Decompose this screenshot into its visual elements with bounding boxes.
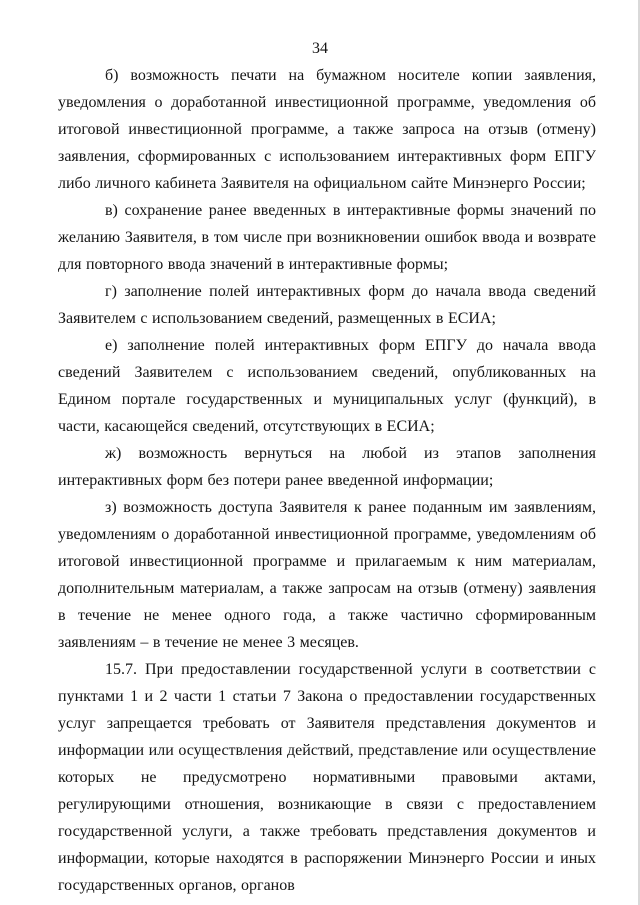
paragraph-b: б) возможность печати на бумажном носителе копии заявления, уведомления о доработанной инвестиционной программе, уведомления об итоговой инвестиционной программе, а также запроса на отзыв (отмену) заявления, сформированных с использованием интерактивных форм ЕПГУ либо личного кабинета Заявителя на официальном сайте Минэнерго России; — [58, 67, 596, 192]
paragraph-zh: ж) возможность вернуться на любой из этапов заполнения интерактивных форм без потери ранее введенной информации; — [58, 445, 596, 489]
paragraph-v: в) сохранение ранее введенных в интерактивные формы значений по желанию Заявителя, в том числе при возникновении ошибок ввода и возврате для повторного ввода значений в интерактивные формы; — [58, 202, 596, 273]
paragraph-z: з) возможность доступа Заявителя к ранее поданным им заявлениям, уведомлениям о доработанной инвестиционной программе, уведомлениям об итоговой инвестиционной программе и прилагаемым к ним материалам, дополнительным материалам, а также запросам на отзыв (отмену) заявления в течение не менее одного года, а также частично сформированным заявлениям – в течение не менее 3 месяцев. — [58, 499, 596, 651]
document-body — [58, 62, 596, 899]
paragraph-e: е) заполнение полей интерактивных форм ЕПГУ до начала ввода сведений Заявителем с использованием сведений, опубликованных на Едином портале государственных и муниципальных услуг (функций), в части, касающейся сведений, отсутствующих в ЕСИА; — [58, 337, 596, 435]
paragraph-g: г) заполнение полей интерактивных форм до начала ввода сведений Заявителем с использованием сведений, размещенных в ЕСИА; — [58, 283, 596, 327]
paragraph-15-7: 15.7. При предоставлении государственной услуги в соответствии с пунктами 1 и 2 части 1 статьи 7 Закона о предоставлении государственных услуг запрещается требовать от Заявителя представления документов и информации или осуществления действий, представление или осуществление которых не предусмотрено нормативными правовыми актами, регулирующими отношения, возникающие в связи с предоставлением государственной услуги, а также требовать представления документов и информации, которые находятся в распоряжении Минэнерго России и иных государственных органов, органов — [58, 661, 596, 894]
page-number: 34 — [312, 40, 328, 57]
